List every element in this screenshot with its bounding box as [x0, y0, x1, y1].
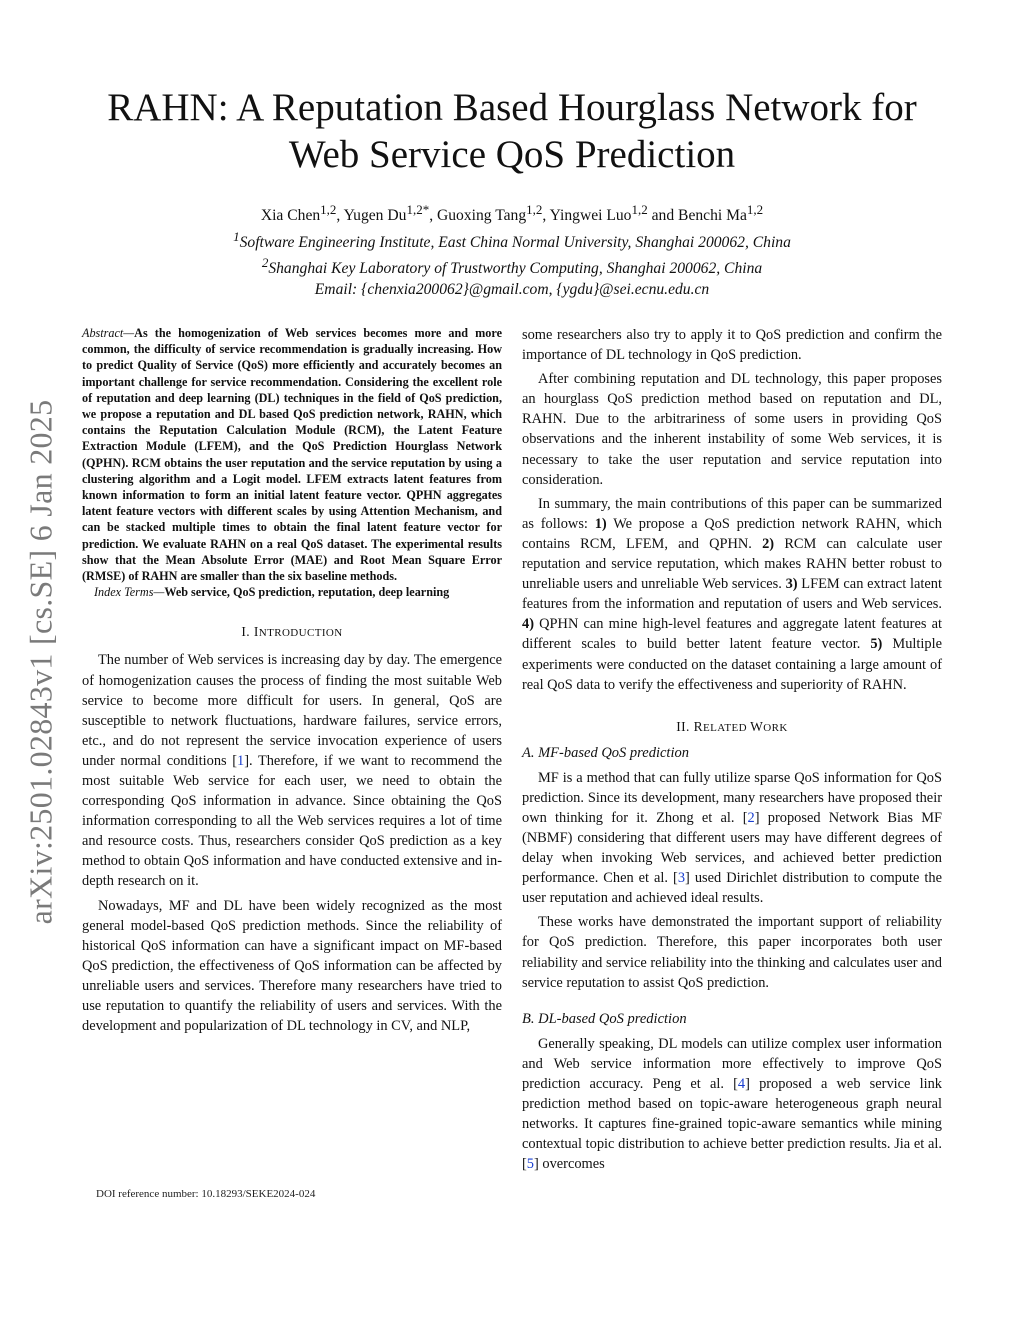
left-column — [82, 325, 502, 1036]
section-heading-related-work: II. RELATED WORK — [676, 718, 788, 734]
title-line-2: Web Service QoS Prediction — [288, 133, 736, 176]
section-heading-introduction: I. INTRODUCTION — [241, 624, 343, 640]
mf-paragraph-1: MF is a method that can fully utilize sparse QoS information for QoS prediction. Since its development, many researchers have proposed their own thinking for it. Zhong et al. [2] proposed Network Bias MF (NBMF) considering that different users may have different degrees of delay when invoking Web services, and achieved better prediction performance. Chen et al. [3] used Dirichlet distribution to compute the user reputation and achieved ideal results. — [522, 769, 943, 907]
intro-paragraph-1: The number of Web services is increasing day by day. The emergence of homogenization causes the process of finding the most suitable Web service to become more difficult for users. In general, QoS are susceptible to network fluctuations, hardware failures, service errors, etc., and do not represent the service invocation experience of users under normal conditions [1]. Therefore, if we want to recommend the most suitable Web service for each user, we need to obtain the corresponding QoS information in advance. Since obtaining the QoS information corresponding to all the Web services requires a lot of time and resource costs. Thus, researchers consider QoS prediction as a key method to obtain QoS information and have conducted extensive and in-depth research on it. — [82, 652, 502, 890]
author-email: Email: {chenxia200062}@gmail.com, {ygdu}@sei.ecnu.edu.cn — [314, 281, 710, 299]
abstract — [82, 325, 502, 584]
author-names: Xia Chen$^{1,2}$, Yugen $Du^{1,2*}$, Guoxing Tang$^{1,2}$, Yingwei Luo$^{1,2}$ and Benchi Ma$^{1,2}$ — [260, 202, 764, 225]
paper-title — [60, 84, 964, 178]
dl-paragraph-1: Generally speaking, DL models can utilize complex user information and Web service information more effectively to improve QoS prediction accuracy. Peng et al. [4] proposed a web service link prediction method based on topic-aware heterogeneous graph neural networks. It captures fine-grained topic-aware semantics while mining contextual topic distribution to achieve better prediction results. Jia et al. [5] overcomes — [522, 1035, 942, 1173]
index-terms — [82, 584, 502, 600]
subsection-heading-mf: A. MF-based QoS prediction — [522, 744, 689, 761]
contributions-paragraph: In summary, the main contributions of this paper can be summarized as follows: 1) We propose a QoS prediction network RAHN, which contains RCM, LFEM, and QPHN. 2) RCM can calculate user reputation and service reputation, which makes RAHN better robust to unreliable users and unreliable Web services. 3) LFEM can extract latent features from the information and reputation of users and Web services. 4) QPHN can mine high-level features and aggregate latent features at different scales to build better latent feature vector. 5) Multiple experiments were conducted on the dataset containing a large amount of real QoS data to verify the effectiveness and superiority of RAHN. — [522, 495, 942, 693]
intro-paragraph-2: Nowadays, MF and DL have been widely recognized as the most general model-based QoS prediction methods. Since the reliability of historical QoS information can have a significant impact on MF-based QoS prediction, the effectiveness of QoS information can be affected by unreliable users and services. Therefore many researchers have tried to use reputation to quantify the reliability of users and services. With the development and popularization of DL technology in CV, and NLP, — [82, 897, 502, 1035]
author-block — [60, 200, 964, 301]
title-line-1: RAHN: A Reputation Based Hourglass Network for — [107, 86, 917, 129]
subsection-heading-dl: B. DL-based QoS prediction — [522, 1010, 687, 1027]
doi-footnote: DOI reference number: 10.18293/SEKE2024-024 — [96, 1188, 316, 1200]
intro-paragraph-continued: some researchers also try to apply it to QoS prediction and confirm the importance of DL technology in QoS prediction. — [522, 327, 942, 364]
abstract-text: As the homogenization of Web services becomes more and more common, the difficulty of service recommendation is gradually increasing. How to predict Quality of Service (QoS) more efficiently and accurately becomes an important challenge for service recommendation. Considering the excellent role of reputation and deep learning (DL) techniques in the field of QoS prediction, we propose a reputation and DL based QoS prediction network, RAHN, which contains the Reputation Calculation Module (RCM), the Latent Feature Extraction Module (LFEM), and the QoS Prediction Hourglass Network (QPHN). RCM obtains the user reputation and the service reputation by using a clustering algorithm and a Logit model. LFEM extracts latent features from known information to form an initial latent feature vector. QPHN aggregates latent feature vectors with different scales by using Attention Mechanism, and can be stacked multiple times to obtain the final latent feature vector for prediction. We evaluate RAHN on a real QoS dataset. The experimental results show that the Mean Absolute Error (MAE) and Root Mean Square Error (RMSE) of RAHN are smaller than the six baseline methods. — [82, 326, 502, 584]
arxiv-identifier: arXiv:2501.02843v1 [cs.SE] 6 Jan 2025 — [22, 399, 59, 925]
mf-paragraph-2: These works have demonstrated the important support of reliability for QoS prediction. Therefore, this paper incorporates both user reliability and service reliability into the thinking and calculates user and service reputation to assist QoS prediction. — [522, 914, 942, 991]
right-column — [522, 325, 942, 1174]
index-terms-text: Web service, QoS prediction, reputation, deep learning — [164, 585, 450, 600]
affiliation-1: $^1$Software Engineering Institute, East China Normal University, Shanghai 200062, China — [233, 228, 791, 251]
abstract-label: Abstract— — [82, 326, 135, 340]
index-terms-label: Index Terms— — [94, 585, 165, 600]
affiliation-2: $^2$Shanghai Key Laboratory of Trustworthy Computing, Shanghai 200062, China — [261, 255, 763, 278]
intro-paragraph-3: After combining reputation and DL technology, this paper proposes an hourglass QoS prediction method based on reputation and DL, RAHN. Due to the arbitrariness of some users in providing QoS observations and the inherent instability of some Web services, it is necessary to take the user reputation and service reputation into consideration. — [522, 371, 942, 488]
